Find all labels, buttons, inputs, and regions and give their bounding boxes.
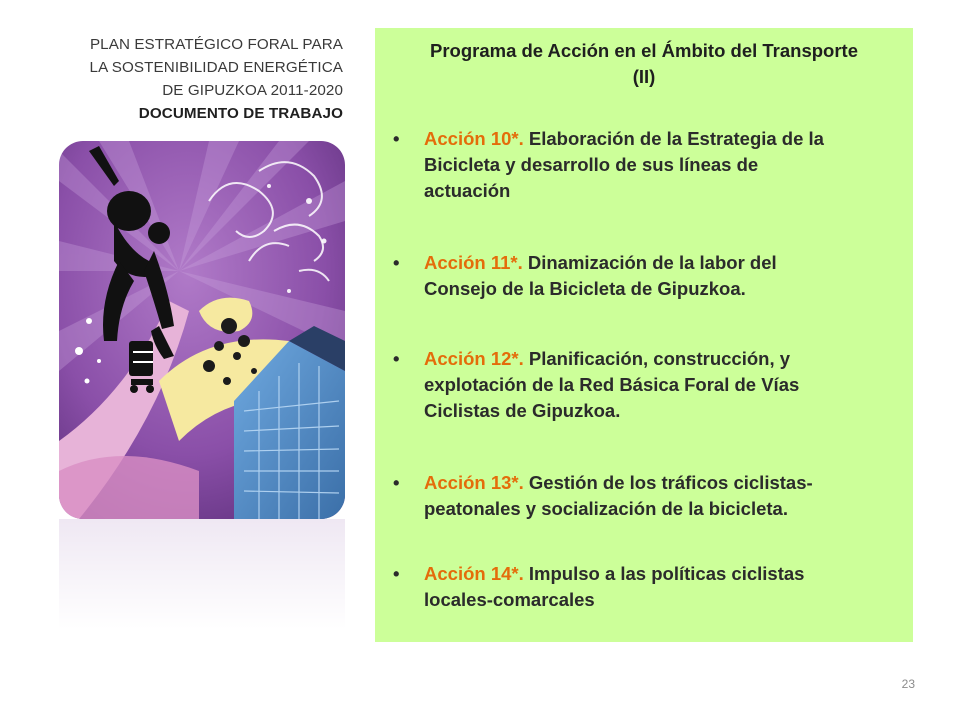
action-text-line: locales-comarcales: [424, 589, 595, 610]
action-text-line: explotación de la Red Básica Foral de Vías: [424, 374, 800, 395]
action-program-panel: [375, 28, 913, 642]
illustration-reflection: [59, 519, 345, 649]
bullet: •: [393, 563, 400, 584]
action-code: Acción 10*.: [424, 128, 524, 149]
panel-title-line-1: Programa de Acción en el Ámbito del Transporte: [430, 40, 858, 61]
action-code: Acción 11*.: [424, 252, 523, 273]
page-number: 23: [901, 677, 915, 691]
action-text-line: peatonales y socialización de la bicicleta.: [424, 498, 788, 519]
action-text-line: Consejo de la Bicicleta de Gipuzkoa.: [424, 278, 746, 299]
bullet: •: [393, 348, 400, 369]
panel-title-line-2: (II): [632, 66, 656, 87]
action-text-line: Dinamización de la labor del: [527, 252, 777, 273]
action-code: Acción 14*.: [424, 563, 524, 584]
action-text-line: Ciclistas de Gipuzkoa.: [424, 400, 621, 421]
bullet: •: [393, 472, 400, 493]
action-code: Acción 12*.: [424, 348, 524, 369]
document-header: [40, 33, 343, 125]
action-text-line: Gestión de los tráficos ciclistas-: [528, 472, 813, 493]
bullet: •: [393, 252, 400, 273]
panel-title: [375, 38, 913, 90]
header-line-3: DE GIPUZKOA 2011-2020: [162, 82, 343, 99]
action-text-line: Bicicleta y desarrollo de sus líneas de: [424, 154, 759, 175]
header-line-2: LA SOSTENIBILIDAD ENERGÉTICA: [89, 59, 343, 76]
action-text-line: Planificación, construcción, y: [528, 348, 791, 369]
skateboarder-illustration: [59, 141, 345, 519]
action-text-line: actuación: [424, 180, 511, 201]
action-code: Acción 13*.: [424, 472, 524, 493]
header-line-1: PLAN ESTRATÉGICO FORAL PARA: [89, 36, 343, 53]
header-line-4: DOCUMENTO DE TRABAJO: [138, 105, 343, 122]
action-text-line: Elaboración de la Estrategia de la: [528, 128, 824, 149]
action-text-line: Impulso a las políticas ciclistas: [528, 563, 805, 584]
bullet: •: [393, 128, 400, 149]
